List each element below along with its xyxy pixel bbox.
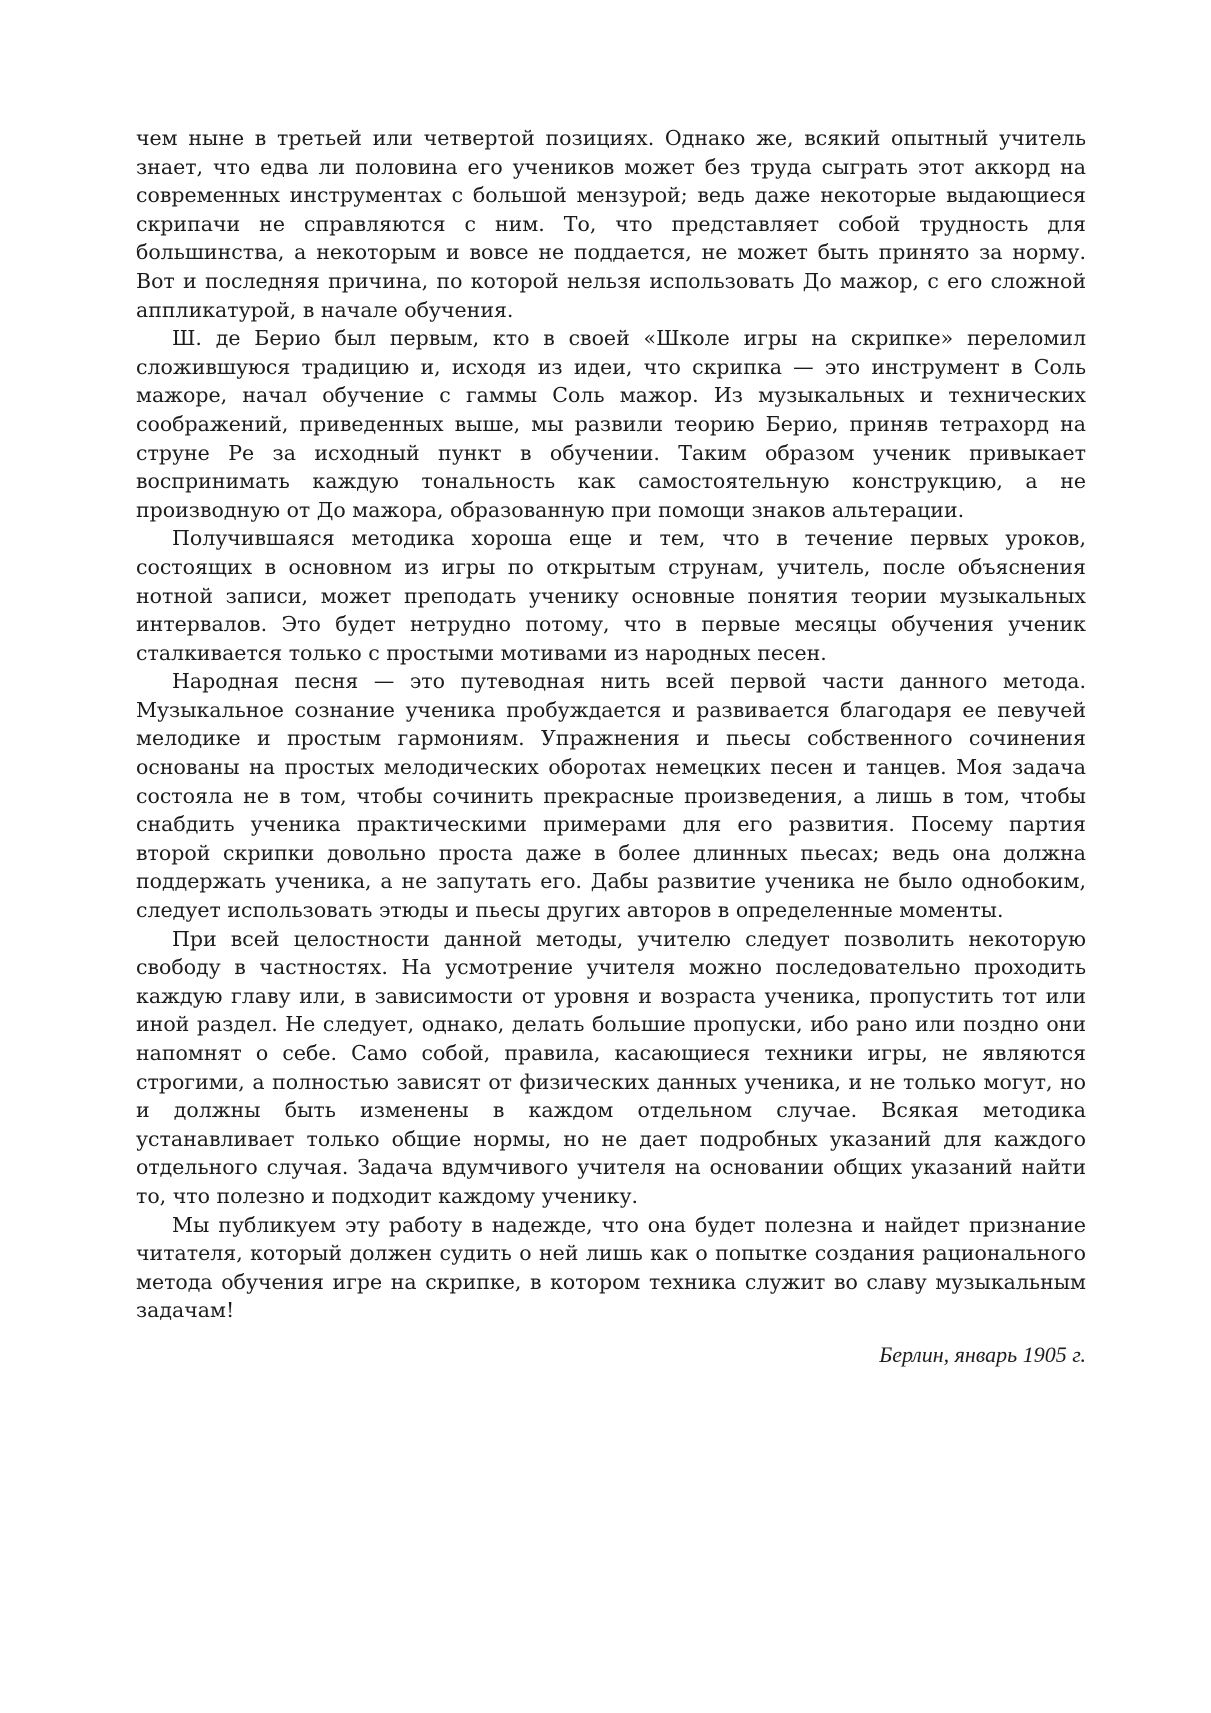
- paragraph-berio: Ш. де Берио был первым, кто в своей «Школе игры на скрипке» переломил сложившуюся традицию и, исходя из идеи, что скрипка — это инструмент в Соль мажоре, начал обучение с гаммы Соль мажор. Из музыкальных и технических соображений, приведенных выше, мы развили теорию Берио, приняв тетрахорд на струне Ре за исходный пункт в обучении. Таким образом ученик привыкает воспринимать каждую тональность как самостоятельную конструкцию, а не производную от До мажора, образованную при помощи знаков альтерации.: [136, 326, 1086, 522]
- paragraph-publication: Мы публикуем эту работу в надежде, что она будет полезна и найдет признание читателя, который должен судить о ней лишь как о попытке создания рационального метода обучения игре на скрипке, в котором техника служит во славу музыкальным задачам!: [136, 1212, 1086, 1323]
- paragraph-folk-song: Народная песня — это путеводная нить всей первой части данного метода. Музыкальное сознание ученика пробуждается и развивается благодаря ее певучей мелодике и простым гармониям. Упражнения и пьесы собственного сочинения основаны на простых мелодических оборотах немецких песен и танцев. Моя задача состояла не в том, чтобы сочинить прекрасные произведения, а лишь в том, чтобы снабдить ученика практическими примерами для его развития. Посему партия второй скрипки довольно проста даже в более длинных пьесах; ведь она должна поддержать ученика, а не запутать его. Дабы развитие ученика не было однобоким, следует использовать этюды и пьесы других авторов в определенные моменты.: [136, 669, 1086, 923]
- signature-place-date: Берлин, январь 1905 г.: [879, 1341, 1086, 1367]
- paragraph-method: Получившаяся методика хороша еще и тем, что в течение первых уроков, состоящих в основном из игры по открытым струнам, учитель, после объяснения нотной записи, может преподать ученику основные понятия теории музыкальных интервалов. Это будет нетрудно потому, что в первые месяцы обучения ученик сталкивается только с простыми мотивами из народных песен.: [136, 526, 1086, 665]
- paragraph-continuation: чем ныне в третьей или четвертой позициях. Однако же, всякий опытный учитель знает, что едва ли половина его учеников может без труда сыграть этот аккорд на современных инструментах с большой мензурой; ведь даже некоторые выдающиеся скрипачи не справляются с ним. То, что представляет собой трудность для большинства, а некоторым и вовсе не поддается, не может быть принято за норму. Вот и последняя причина, по которой нельзя использовать До мажор, с его сложной аппликатурой, в начале обучения.: [136, 126, 1086, 322]
- paragraph-freedom: При всей целостности данной методы, учителю следует позволить некоторую свободу в частностях. На усмотрение учителя можно последовательно проходить каждую главу или, в зависимости от уровня и возраста ученика, пропустить тот или иной раздел. Не следует, однако, делать большие пропуски, ибо рано или поздно они напомнят о себе. Само собой, правила, касающиеся техники игры, не являются строгими, а полностью зависят от физических данных ученика, и не только могут, но и должны быть изменены в каждом отдельном случае. Всякая методика устанавливает только общие нормы, но не дает подробных указаний для каждого отдельного случая. Задача вдумчивого учителя на основании общих указаний найти то, что полезно и подходит каждому ученику.: [136, 926, 1086, 1208]
- document-page: [136, 124, 1086, 1370]
